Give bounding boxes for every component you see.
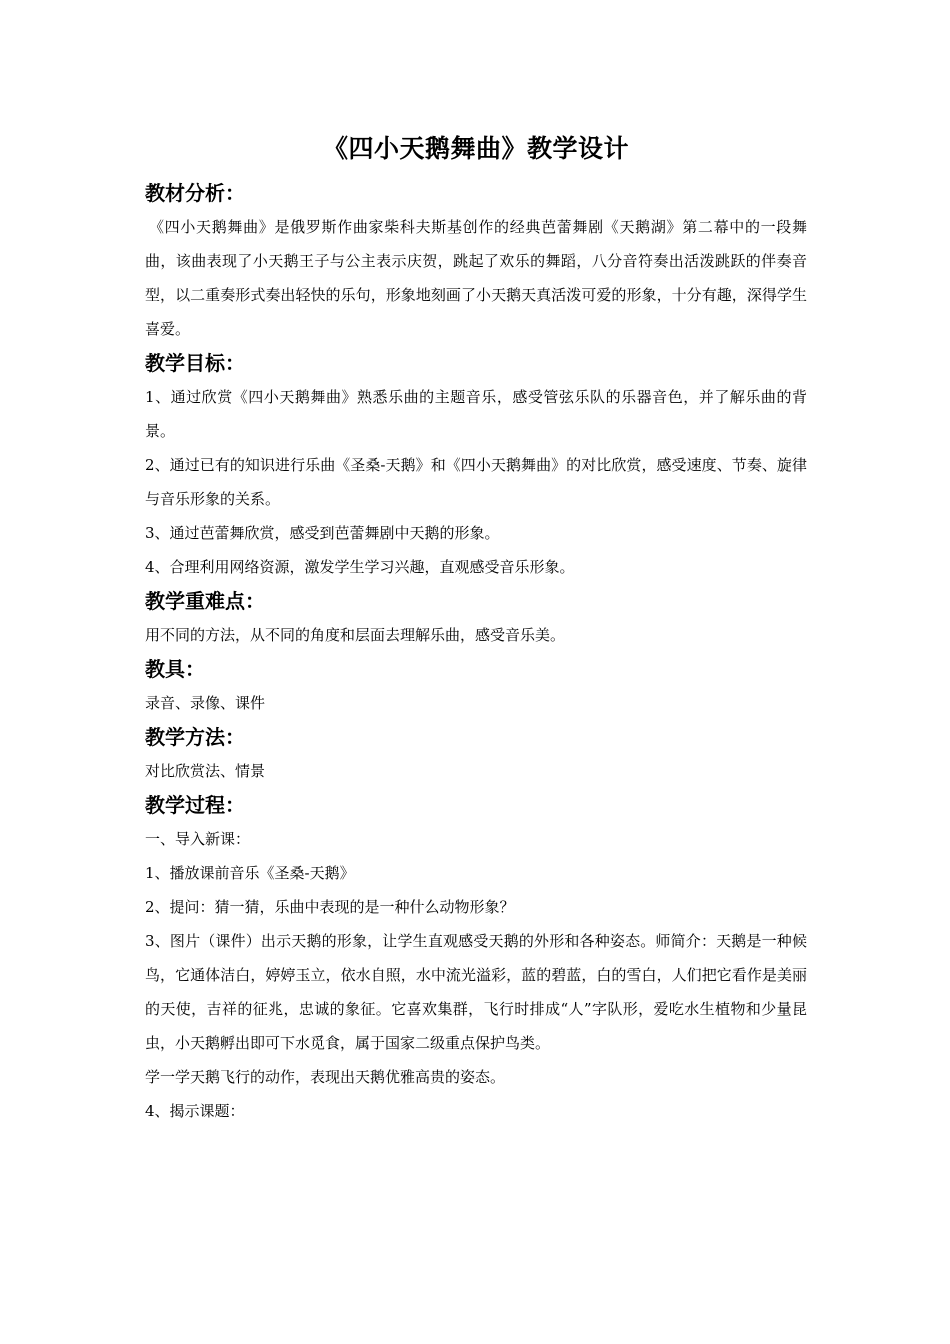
process-item-2: 1、播放课前音乐《圣桑-天鹅》 bbox=[145, 864, 355, 882]
heading-analysis: 教材分析： bbox=[145, 181, 245, 205]
process-item-1: 一、导入新课： bbox=[145, 830, 251, 848]
document-title: 《四小天鹅舞曲》教学设计 bbox=[322, 134, 629, 163]
heading-key-points: 教学重难点： bbox=[145, 589, 265, 613]
key-points-text: 用不同的方法，从不同的角度和层面去理解乐曲，感受音乐美。 bbox=[145, 626, 566, 644]
heading-goals: 教学目标： bbox=[145, 351, 245, 375]
goal-item-1: 1、通过欣赏《四小天鹅舞曲》熟悉乐曲的主题音乐，感受管弦乐队的乐器音色，并了解乐曲的背景。 bbox=[145, 388, 807, 440]
goal-item-3: 3、通过芭蕾舞欣赏，感受到芭蕾舞剧中天鹅的形象。 bbox=[145, 524, 500, 542]
heading-process: 教学过程： bbox=[145, 793, 245, 817]
methods-text: 对比欣赏法、情景 bbox=[145, 762, 266, 780]
process-item-4: 3、图片（课件）出示天鹅的形象，让学生直观感受天鹅的外形和各种姿态。师简介：天鹅是一种候鸟，它通体洁白，婷婷玉立，依水自照，水中流光溢彩，蓝的碧蓝，白的雪白，人们把它看作是美丽的天使，吉祥的征兆，忠诚的象征。它喜欢集群，飞行时排成“人”字队形，爱吃水生植物和少量昆虫，小天鹅孵出即可下水觅食，属于国家二级重点保护鸟类。 bbox=[145, 932, 807, 1052]
heading-methods: 教学方法： bbox=[145, 725, 245, 749]
tools-text: 录音、录像、课件 bbox=[145, 694, 266, 712]
document-page bbox=[145, 128, 807, 1128]
process-item-5: 学一学天鹅飞行的动作，表现出天鹅优雅高贵的姿态。 bbox=[145, 1068, 506, 1086]
analysis-text: 《四小天鹅舞曲》是俄罗斯作曲家柴科夫斯基创作的经典芭蕾舞剧《天鹅湖》第二幕中的一段舞曲，该曲表现了小天鹅王子与公主表示庆贺，跳起了欢乐的舞蹈，八分音符奏出活泼跳跃的伴奏音型，以二重奏形式奏出轻快的乐句，形象地刻画了小天鹅天真活泼可爱的形象，十分有趣，深得学生喜爱。 bbox=[145, 218, 807, 338]
heading-tools: 教具： bbox=[145, 657, 205, 681]
goal-item-4: 4、合理利用网络资源，激发学生学习兴趣，直观感受音乐形象。 bbox=[145, 558, 575, 576]
process-item-6: 4、揭示课题： bbox=[145, 1102, 245, 1120]
goal-item-2: 2、通过已有的知识进行乐曲《圣桑-天鹅》和《四小天鹅舞曲》的对比欣赏，感受速度、节奏、旋律与音乐形象的关系。 bbox=[145, 456, 807, 508]
process-item-3: 2、提问：猜一猜，乐曲中表现的是一种什么动物形象？ bbox=[145, 898, 515, 916]
